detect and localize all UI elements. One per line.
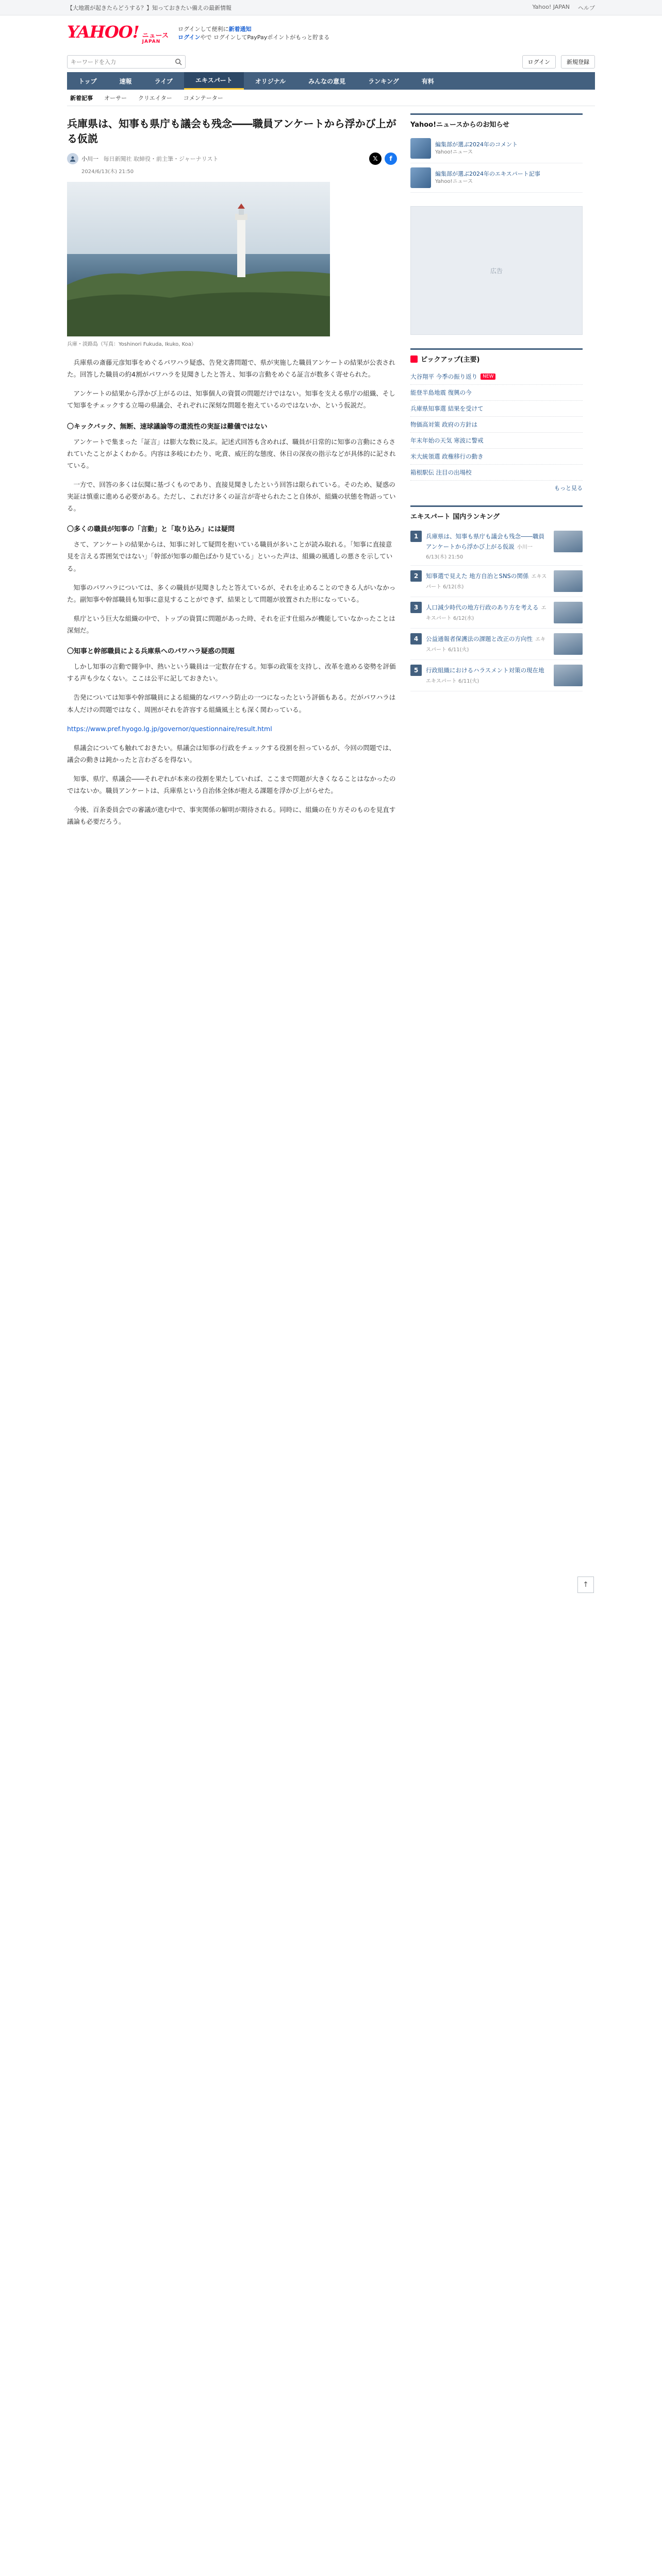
author-title: 毎日新聞社 取締役・前主筆・ジャーナリスト	[103, 156, 219, 162]
rank-number: 1	[410, 531, 422, 542]
rank-title: 人口減少時代の地方行政のあり方を考える	[426, 604, 539, 612]
nav-item-original[interactable]: オリジナル	[255, 77, 286, 85]
top-banner[interactable]	[0, 0, 662, 15]
rank-thumbnail	[554, 602, 583, 623]
share-x-button[interactable]	[369, 152, 382, 165]
section-heading: 〇知事と幹部職員による兵庫県へのパワハラ疑惑の問題	[67, 648, 235, 656]
subnav-item-commentators[interactable]: コメンテーター	[183, 94, 223, 101]
top-banner-text[interactable]: 【大地震が起きたらどうする？】知っておきたい備えの最新情報	[67, 4, 231, 11]
author-name-link[interactable]	[81, 155, 219, 163]
section-heading: 〇多くの職員が知事の「言動」と「取り込み」には疑問	[67, 526, 235, 534]
share-facebook-button[interactable]	[385, 152, 397, 165]
nav-item-ranking[interactable]: ランキング	[368, 77, 399, 85]
header-promo-line2: ログインやで ログインしてPayPayポイントがもっと貯まる	[178, 34, 330, 41]
topic-item[interactable]: 米大統領選 政権移行の動き	[410, 449, 583, 465]
ranking-title: エキスパート 国内ランキング	[410, 513, 500, 521]
content-area	[0, 106, 662, 835]
author-name: 小川一	[81, 156, 101, 162]
article-paragraph: 県議会についても触れておきたい。県議会は知事の行政をチェックする役割を担っているが、今回の問題では、議会の動きは鈍かったと言わざるを得ない。	[67, 743, 395, 764]
main-nav	[67, 72, 595, 90]
notice-thumbnail	[410, 167, 431, 188]
nav-item-opinions[interactable]: みんなの意見	[308, 77, 346, 85]
topics-list	[410, 369, 583, 481]
topics-block	[410, 348, 583, 492]
ranking-item[interactable]	[410, 526, 583, 566]
rank-meta: エキスパート 6/11(火)	[426, 679, 479, 685]
article-headline: 兵庫県は、知事も県庁も議会も残念――職員アンケートから浮かび上がる仮説	[67, 117, 396, 145]
yahoo-news-logo[interactable]	[67, 22, 169, 45]
sub-nav	[67, 90, 595, 106]
nav-item-top[interactable]: トップ	[78, 77, 97, 85]
top-banner-links	[532, 4, 595, 12]
user-icon	[70, 156, 76, 162]
share-buttons	[369, 152, 397, 165]
article-paragraph: しかし知事の言動で闘争中、熱いという職員は一定数存在する。知事の政策を支持し、改革を進める姿勢を評価する声も少なくない。ここは公平に記しておきたい。	[67, 663, 396, 683]
nav-item-paid[interactable]: 有料	[421, 77, 434, 85]
rank-thumbnail	[554, 531, 583, 552]
article-photo[interactable]	[67, 182, 330, 336]
logo-japan-label: JAPAN	[142, 39, 161, 45]
logo-news-label: ニュース	[142, 31, 169, 40]
topics-more-link[interactable]: もっと見る	[554, 485, 583, 492]
subnav-item-authors[interactable]: オーサー	[104, 94, 127, 101]
section-heading: 〇キックバック、無断、速球議論等の還流性の実証は難儀ではない	[67, 422, 268, 431]
topic-item[interactable]: 能登半島地震 復興の今	[410, 385, 583, 401]
notice-text: 編集部が選ぶ2024年のエキスパート記事 Yahoo!ニュース	[435, 170, 540, 184]
article-paragraph: さて、アンケートの結果からは、知事に対して疑問を抱いている職員が多いことが読み取れる。「知事に直接意見を言える雰囲気ではない」「幹部が知事の顔色ばかり見ている」といった声は、組織の風通しの悪さを示している。	[67, 540, 393, 572]
yahoo-japan-link[interactable]: Yahoo! JAPAN	[532, 3, 570, 10]
facebook-icon: f	[389, 155, 392, 162]
logo-wordmark: YAHOO!	[67, 22, 139, 42]
login-button[interactable]: ログイン	[522, 55, 556, 69]
rank-title: 知事選で見えた 地方自治とSNSの関係	[426, 572, 529, 580]
ranking-item[interactable]	[410, 597, 583, 629]
topic-item[interactable]: 物価高対策 政府の方針は	[410, 417, 583, 433]
nav-item-live[interactable]: ライブ	[154, 77, 173, 85]
help-link[interactable]: ヘルプ	[578, 4, 595, 11]
rank-number: 2	[410, 570, 422, 582]
article-paragraph: アンケートの結果から浮かび上がるのは、知事個人の資質の問題だけではない。知事を支える県庁の組織、そして知事をチェックする立場の県議会、それぞれに深刻な問題を抱えているのではないか、という仮説だ。	[67, 389, 395, 410]
rank-number: 4	[410, 633, 422, 645]
rank-title: 行政組織におけるハラスメント対策の現在地	[426, 667, 544, 674]
rank-thumbnail	[554, 665, 583, 686]
subnav-item-latest[interactable]: 新着記事	[70, 94, 93, 101]
site-header	[0, 15, 662, 52]
header-promo[interactable]	[178, 25, 329, 42]
rank-title: 兵庫県は、知事も県庁も議会も残念――職員アンケートから浮かび上がる仮説	[426, 533, 544, 550]
article-paragraph: 兵庫県の斎藤元彦知事をめぐるパワハラ疑惑、告発文書問題で、県が実施した職員アンケートの結果が公表された。回答した職員の約4割がパワハラを見聞きしたと答え、知事の言動をめぐる証言が数多く寄せられた。	[67, 359, 395, 379]
article-byline	[67, 152, 397, 165]
rank-meta: 小川一 6/13(木) 21:50	[426, 544, 533, 561]
rank-thumbnail	[554, 570, 583, 592]
rank-number: 3	[410, 602, 422, 613]
article-column	[67, 113, 397, 835]
topics-title: ピックアップ(主要)	[410, 354, 583, 364]
rank-number: 5	[410, 665, 422, 676]
topic-item[interactable]: 大谷翔平 今季の振り返り NEW	[410, 369, 583, 385]
rank-title: 公益通報者保護法の課題と改正の方向性	[426, 635, 533, 643]
article-paragraph: 県庁という巨大な組織の中で、トップの資質に問題があった時、それを正す仕組みが機能していなかったことは深刻だ。	[67, 614, 395, 634]
topic-item[interactable]: 兵庫県知事選 結果を受けて	[410, 401, 583, 417]
notice-item[interactable]	[410, 163, 583, 193]
search-row	[0, 52, 662, 72]
article-date: 2024/6/13(木) 21:50	[81, 169, 134, 175]
photo-caption: 兵庫・淡路島（写真：Yoshinori Fukuda, Ikuko, Koa）	[67, 342, 196, 347]
header-promo-line1: ログインして便利に新着通知	[178, 25, 252, 32]
article-paragraph: 今後、百条委員会での審議が進む中で、事実関係の解明が期待される。同時に、組織の在り方そのものを見直す議論も必要だろう。	[67, 806, 396, 826]
notice-thumbnail	[410, 138, 431, 159]
lighthouse-coast-photo	[67, 182, 330, 336]
subnav-item-creators[interactable]: クリエイター	[138, 94, 172, 101]
scroll-to-top-button[interactable]	[577, 1577, 594, 1593]
article-paragraph: 告発については知事や幹部職員による組織的なパワハラ防止の一つになったという評価もある。だがパワハラは本人だけの問題ではなく、周囲がそれを許容する組織風土とも深く関わっている。	[67, 693, 396, 714]
source-link[interactable]: https://www.pref.hyogo.lg.jp/governor/questionnaire/result.html	[67, 724, 272, 733]
search-input[interactable]	[71, 59, 175, 65]
ranking-item[interactable]	[410, 660, 583, 691]
nav-item-expert[interactable]: エキスパート	[184, 72, 244, 90]
logo-subtitle	[142, 32, 169, 45]
new-badge: NEW	[481, 374, 495, 380]
x-icon: 𝕏	[373, 155, 378, 162]
article-body	[67, 357, 397, 828]
sidebar	[410, 113, 583, 835]
topic-item[interactable]: 年末年始の天気 寒波に警戒	[410, 433, 583, 449]
ad-label: 広告	[490, 267, 503, 275]
rank-meta: エキスパート 6/12(水)	[426, 605, 547, 622]
topics-icon	[410, 355, 418, 363]
signup-button[interactable]: 新規登録	[561, 55, 595, 69]
arrow-up-icon: ↑	[583, 1581, 589, 1589]
rank-meta: エキスパート 6/12(水)	[426, 574, 547, 590]
ranking-item[interactable]	[410, 566, 583, 597]
article-paragraph: 知事のパワハラについては、多くの職員が見聞きしたと答えているが、それを止めることのできる人がいなかった。副知事や幹部職員も知事に意見することができず、結果として問題が放置された形になっている。	[67, 583, 396, 603]
rank-thumbnail	[554, 633, 583, 655]
article-paragraph: 一方で、回答の多くは伝聞に基づくものであり、直接見聞きしたという回答は限られている。そのため、疑惑の実証は慎重に進める必要がある。ただし、これだけ多くの証言が寄せられたこと自体が、組織の状態を物語っている。	[67, 480, 396, 513]
rank-meta: エキスパート 6/11(火)	[426, 637, 546, 653]
notice-item[interactable]	[410, 134, 583, 163]
search-icon[interactable]	[175, 58, 182, 65]
sidebar-ad[interactable]	[410, 206, 583, 335]
ranking-item[interactable]	[410, 629, 583, 660]
ranking-block	[410, 505, 583, 691]
notice-text: 編集部が選ぶ2024年のコメント Yahoo!ニュース	[435, 141, 518, 155]
topic-item[interactable]: 箱根駅伝 注目の出場校	[410, 465, 583, 481]
nav-item-breaking[interactable]: 速報	[119, 77, 132, 85]
author-avatar[interactable]	[67, 153, 78, 164]
search-box[interactable]	[67, 55, 186, 69]
article-paragraph: 知事、県庁、県議会――それぞれが本来の役割を果たしていれば、ここまで問題が大きくなることはなかったのではないか。職員アンケートは、兵庫県という自治体全体が抱える課題を浮かび上がらせた。	[67, 775, 396, 795]
article-paragraph: アンケートで集まった「証言」は膨大な数に及ぶ。記述式回答も含めれば、職員が日常的に知事の言動にさらされていたことがよくわかる。内容は多岐にわたり、叱責、威圧的な態度、休日の深夜の指示などが具体的に記されている。	[67, 437, 396, 469]
notice-title: Yahoo!ニュースからのお知らせ	[410, 121, 509, 129]
account-actions	[522, 55, 595, 69]
notice-block	[410, 113, 583, 193]
